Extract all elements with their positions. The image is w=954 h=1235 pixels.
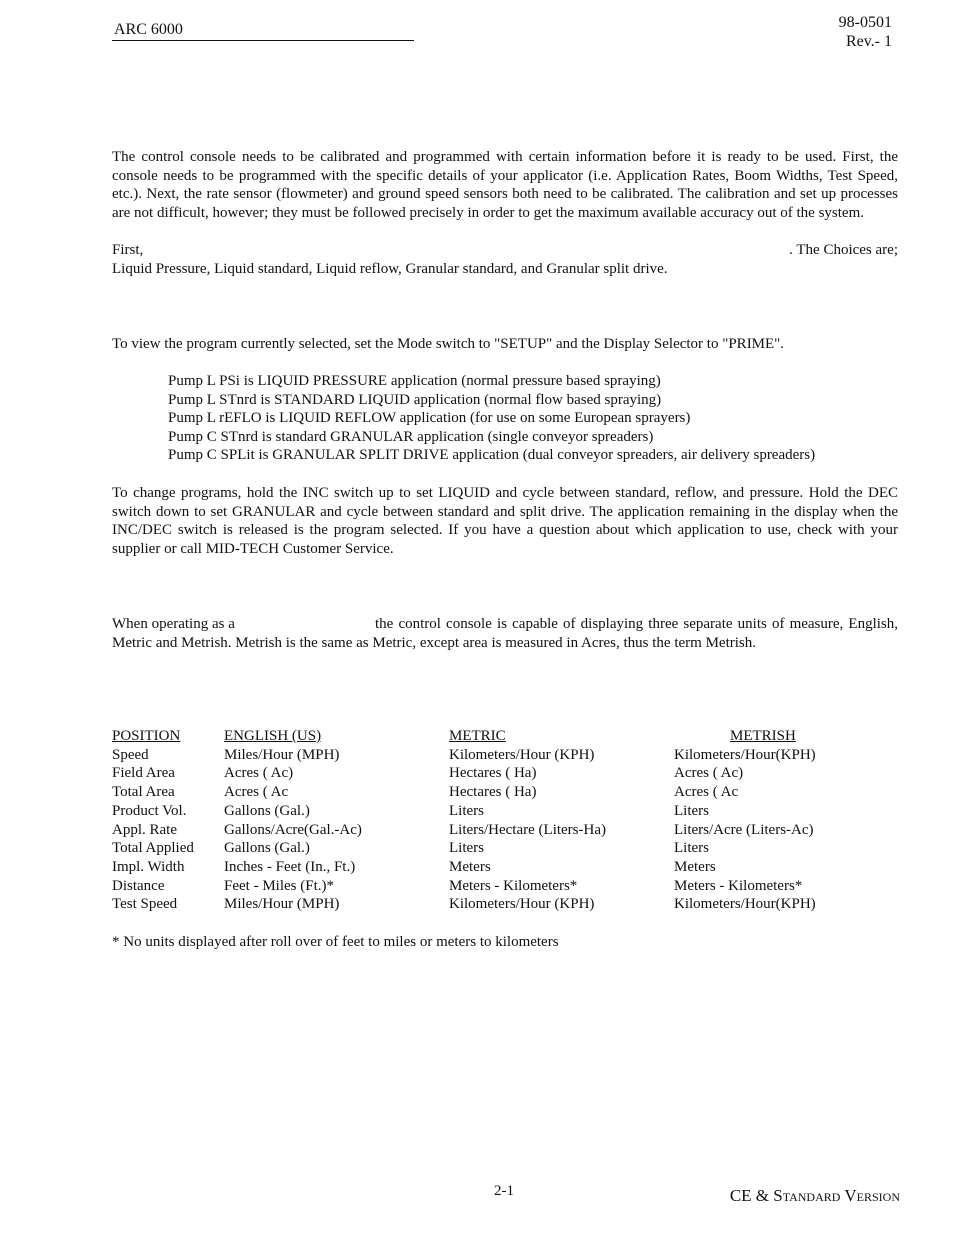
cell-position: Test Speed: [112, 896, 178, 913]
cell-position: Speed: [112, 746, 149, 763]
cell-position: Appl. Rate: [112, 821, 177, 838]
first-line: [112, 241, 898, 260]
cell-position: Field Area: [112, 765, 175, 782]
table-row: [112, 821, 954, 840]
program-item: Pump C STnrd is standard GRANULAR application (single conveyor spreaders): [168, 428, 654, 445]
units-intro-line2: Metric and Metrish. Metrish is the same as Metric, except area is measured in Acres, thus the term Metrish.: [112, 635, 756, 651]
cell-metrish: Liters/Acre (Liters-Ac): [674, 821, 814, 838]
cell-english: Acres ( Ac): [224, 765, 294, 782]
cell-position: Product Vol.: [112, 802, 187, 819]
table-footnote: * No units displayed after roll over of feet to miles or meters to kilometers: [112, 934, 559, 950]
cell-english: Inches - Feet (In., Ft.): [224, 858, 356, 875]
cell-metrish: Liters: [674, 802, 709, 819]
table-row: [112, 839, 954, 858]
cell-english: Gallons (Gal.): [224, 802, 310, 819]
cell-metrish: Acres ( Ac: [674, 784, 739, 801]
cell-metric: Hectares ( Ha): [449, 765, 537, 782]
program-item: Pump L rEFLO is LIQUID REFLOW application (for use on some European sprayers): [168, 410, 691, 427]
first-tail: . The Choices are;: [789, 242, 898, 258]
cell-english: Gallons (Gal.): [224, 840, 310, 857]
cell-position: Total Area: [112, 784, 175, 801]
revision-label: Rev.- 1: [845, 33, 892, 50]
units-intro-line: [112, 615, 898, 634]
table-row: [112, 746, 954, 765]
page-number: 2-1: [494, 1183, 514, 1199]
cell-metric: Liters/Hectare (Liters-Ha): [449, 821, 606, 838]
cell-metric: Kilometers/Hour (KPH): [449, 746, 595, 763]
header-metric: METRIC: [449, 728, 506, 744]
program-item: Pump L STnrd is STANDARD LIQUID application (normal flow based spraying): [168, 391, 662, 408]
table-row: [112, 764, 954, 783]
cell-english: Gallons/Acre(Gal.-Ac): [224, 821, 362, 838]
cell-metrish: Acres ( Ac): [674, 765, 744, 782]
first-lead: First,: [112, 242, 144, 258]
cell-english: Miles/Hour (MPH): [224, 746, 340, 763]
cell-metrish: Kilometers/Hour(KPH): [674, 746, 816, 763]
cell-english: Acres ( Ac: [224, 784, 289, 801]
cell-english: Miles/Hour (MPH): [224, 896, 340, 913]
units-table-header: [112, 727, 954, 746]
cell-metric: Meters - Kilometers*: [449, 877, 578, 894]
cell-english: Feet - Miles (Ft.)*: [224, 877, 334, 894]
program-choices-line: Liquid Pressure, Liquid standard, Liquid reflow, Granular standard, and Granular split drive.: [112, 261, 668, 277]
cell-metric: Hectares ( Ha): [449, 784, 537, 801]
cell-metric: Meters: [449, 858, 491, 875]
cell-metrish: Liters: [674, 840, 709, 857]
units-intro-tail: the control console is capable of displaying three separate units of measure, English,: [375, 616, 898, 632]
cell-position: Impl. Width: [112, 858, 185, 875]
header-metrish: METRISH: [730, 728, 796, 744]
table-row: [112, 877, 954, 896]
table-row: [112, 783, 954, 802]
view-instruction: To view the program currently selected, set the Mode switch to "SETUP" and the Display Selector to "PRIME".: [112, 336, 785, 352]
cell-metrish: Meters - Kilometers*: [674, 877, 803, 894]
program-item: Pump L PSi is LIQUID PRESSURE application (normal pressure based spraying): [168, 373, 661, 389]
cell-position: Total Applied: [112, 840, 194, 857]
document-number-block: [839, 13, 892, 51]
table-row: [112, 802, 954, 821]
header-english: ENGLISH (US): [224, 728, 322, 744]
cell-metrish: Kilometers/Hour(KPH): [674, 896, 816, 913]
document-title: ARC 6000: [112, 20, 414, 41]
program-list: [168, 372, 815, 465]
intro-paragraph: The control console needs to be calibrated and programmed with certain information before it is ready to be used. First, the console needs to be programmed with the specific details of your applicator (i.e. Application Rates, Boom Widths, Test Speed, etc.). Next, the rate sensor (flowmeter) and ground speed sensors both need to be calibrated. The calibration and set up processes are not difficult, however; they must be followed precisely in order to get the maximum available accuracy out of the system.: [112, 149, 898, 221]
cell-metrish: Meters: [674, 858, 716, 875]
cell-metric: Liters: [449, 802, 484, 819]
cell-metric: Liters: [449, 840, 484, 857]
program-item: Pump C SPLit is GRANULAR SPLIT DRIVE application (dual conveyor spreaders, air delivery spreaders): [168, 447, 816, 464]
cell-position: Distance: [112, 877, 165, 894]
header-position: POSITION: [112, 728, 181, 744]
units-table: [112, 727, 954, 914]
version-footer: CE & Standard Version: [729, 1186, 900, 1205]
change-programs-paragraph: To change programs, hold the INC switch up to set LIQUID and cycle between standard, reflow, and pressure. Hold the DEC switch down to set GRANULAR and cycle between standard and split drive. The application remaining in the display when the INC/DEC switch is released is the program selected. If you have a question about which application to use, check with your supplier or call MID-TECH Customer Service.: [112, 485, 898, 557]
cell-metric: Kilometers/Hour (KPH): [449, 896, 595, 913]
table-row: [112, 895, 954, 914]
table-row: [112, 858, 954, 877]
document-number: 98-0501: [838, 14, 892, 31]
units-intro-lead: When operating as a: [112, 616, 235, 632]
